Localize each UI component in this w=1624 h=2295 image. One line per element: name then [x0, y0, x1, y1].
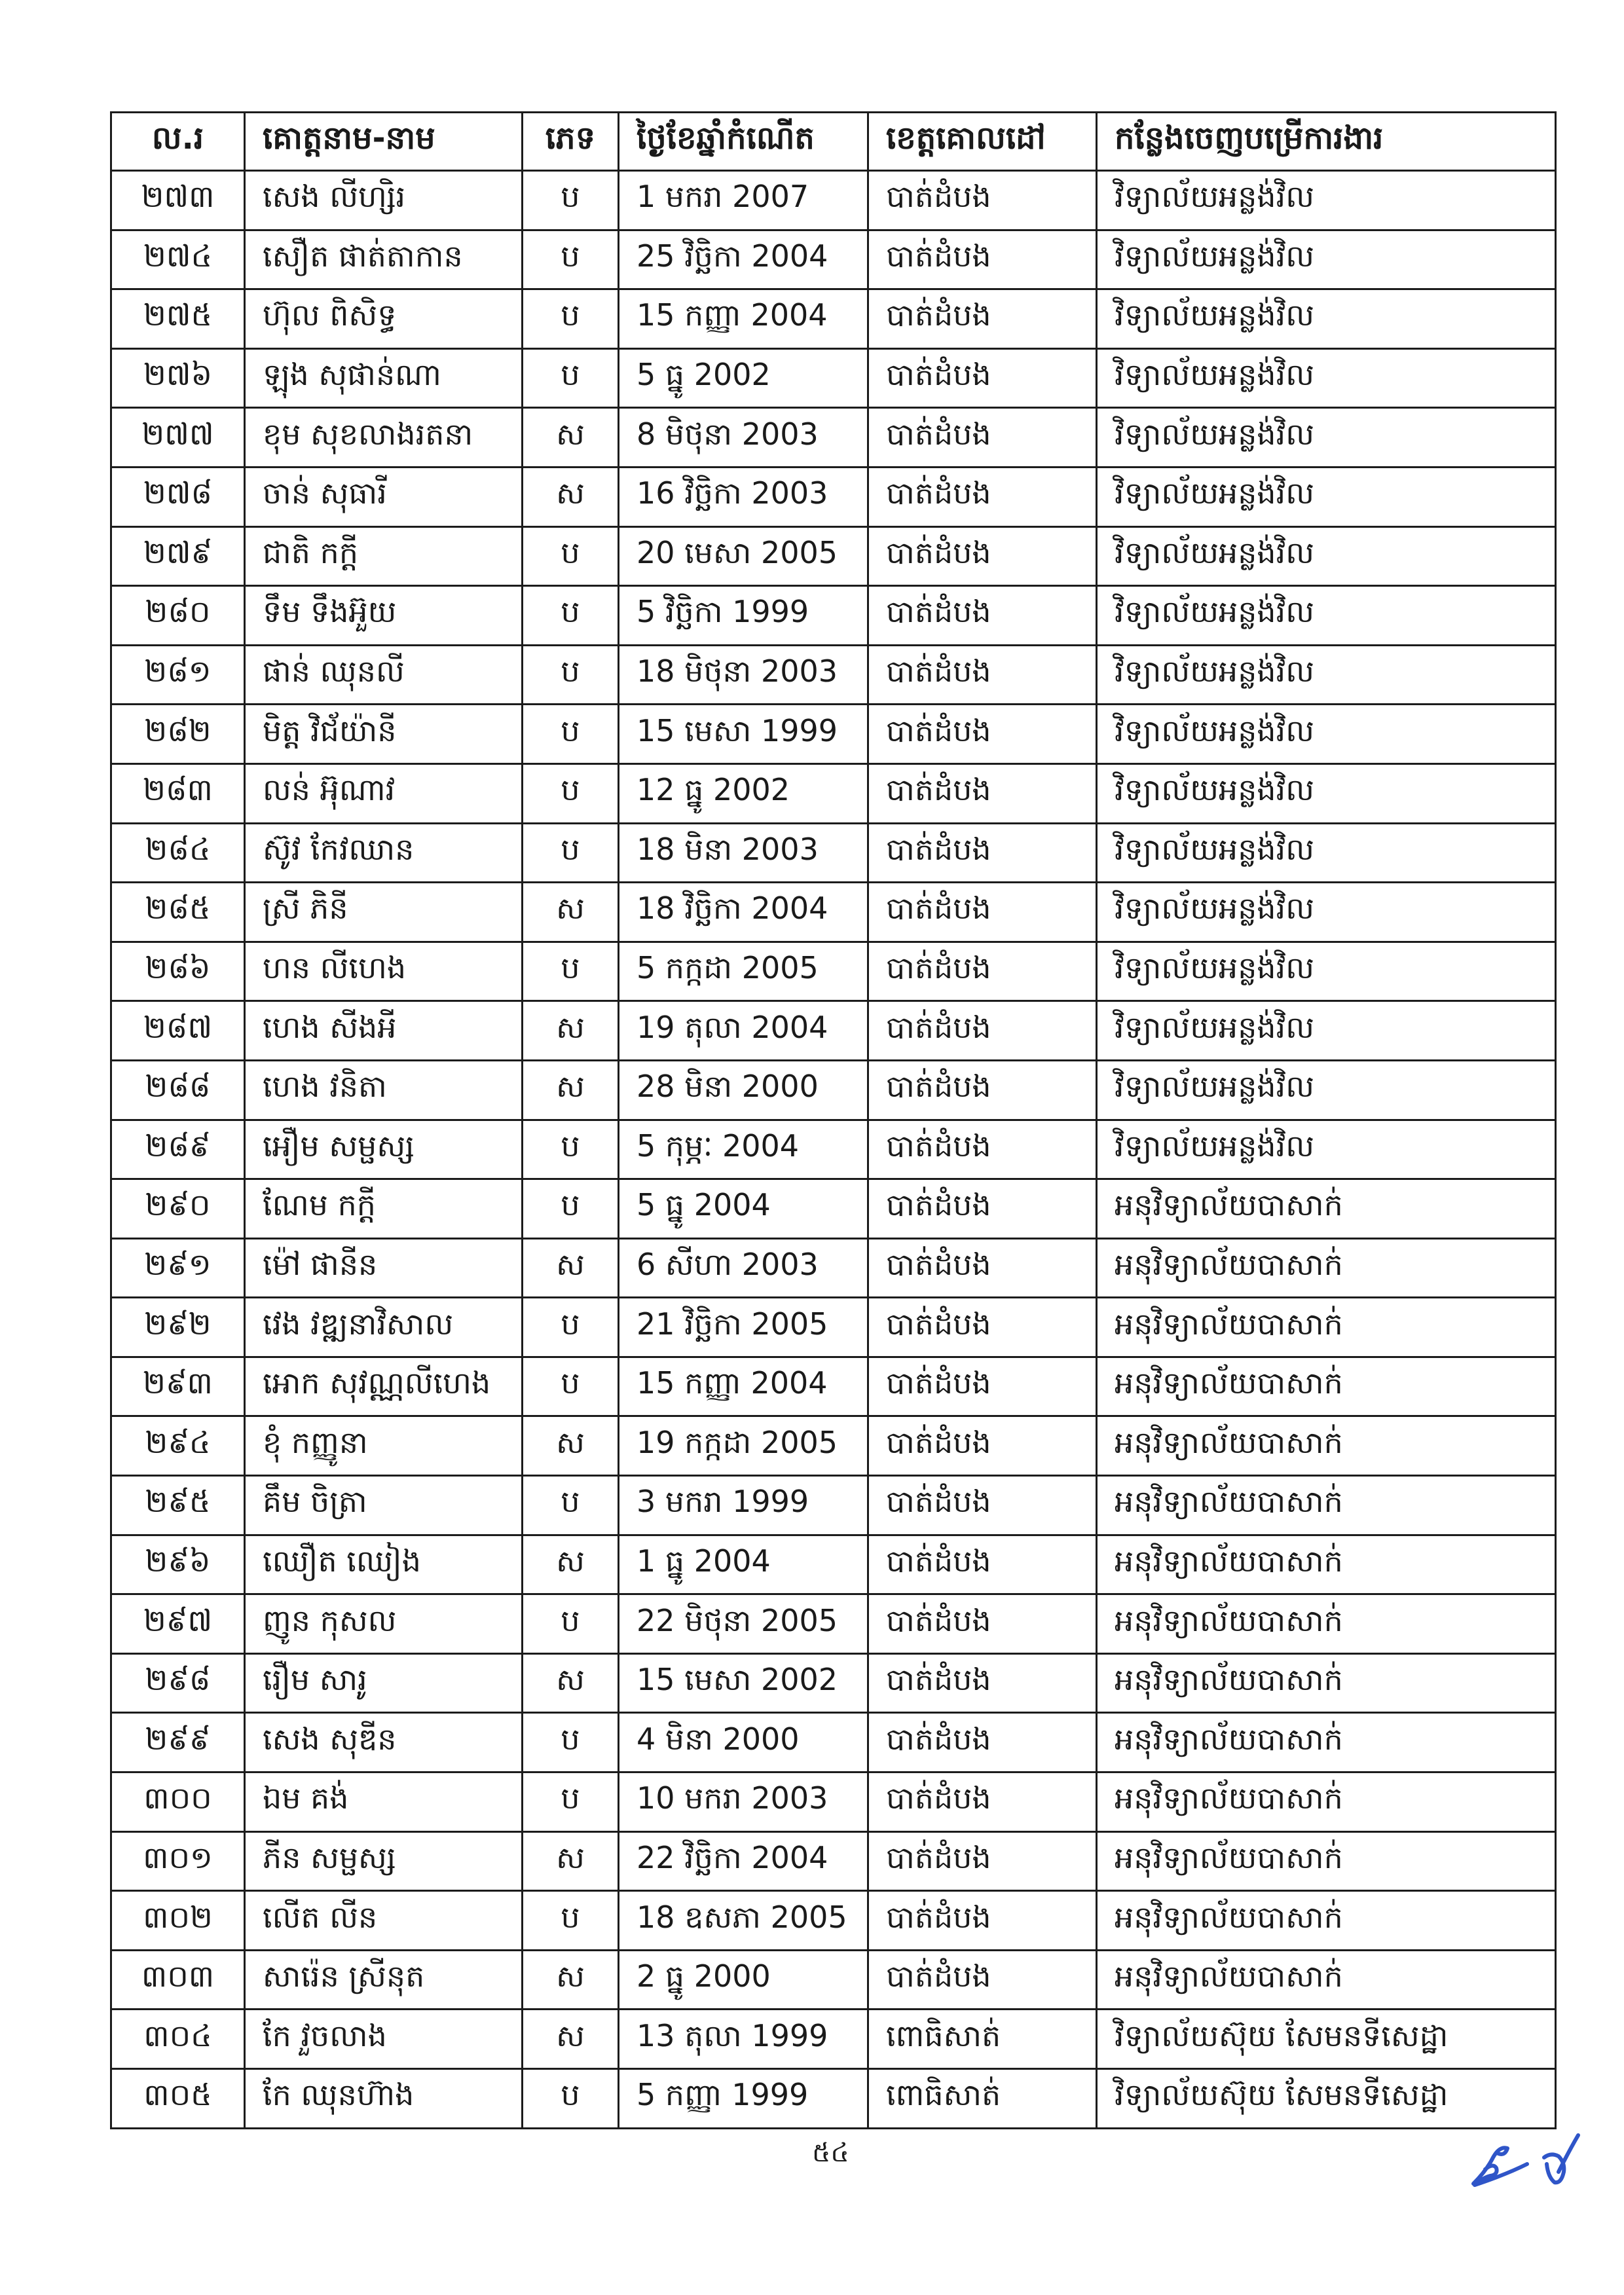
cell-full-name: ឡុង សុផាន់ណា — [245, 348, 523, 408]
cell-gender: ប — [523, 1713, 619, 1772]
cell-full-name: ញូន កុសល — [245, 1594, 523, 1654]
cell-workplace: អនុវិទ្យាល័យបាសាក់ — [1097, 1416, 1556, 1476]
cell-full-name: ហ៊ុល ពិសិទ្ធ — [245, 289, 523, 349]
cell-full-name: ភីន សម្ផស្ស — [245, 1831, 523, 1891]
cell-target-province: បាត់ដំបង — [868, 1416, 1097, 1476]
cell-target-province: ពោធិសាត់ — [868, 2069, 1097, 2129]
cell-workplace: អនុវិទ្យាល័យបាសាក់ — [1097, 1594, 1556, 1654]
cell-full-name: ហន លីហេង — [245, 942, 523, 1001]
cell-full-name: ម៉ៅ ផានីន — [245, 1238, 523, 1298]
cell-target-province: បាត់ដំបង — [868, 1298, 1097, 1357]
table-row — [111, 1476, 1556, 1535]
cell-number: ២៧៥ — [111, 289, 245, 349]
cell-date-of-birth: 6 សីហា 2003 — [619, 1238, 868, 1298]
cell-date-of-birth: 5 ធ្នូ 2004 — [619, 1179, 868, 1239]
cell-gender: ប — [523, 2069, 619, 2129]
cell-target-province: បាត់ដំបង — [868, 1060, 1097, 1120]
cell-full-name: ហេង សីងអី — [245, 1001, 523, 1061]
cell-gender: ប — [523, 586, 619, 646]
cell-full-name: សេង លីហ្សិរ — [245, 171, 523, 230]
cell-gender: ប — [523, 1476, 619, 1535]
cell-full-name: សារ៉េន ស្រីនុត — [245, 1950, 523, 2010]
cell-gender: ប — [523, 171, 619, 230]
cell-number: ២៨៨ — [111, 1060, 245, 1120]
cell-target-province: បាត់ដំបង — [868, 586, 1097, 646]
cell-workplace: វិទ្យាល័យអន្លង់វិល — [1097, 705, 1556, 764]
table-row — [111, 942, 1556, 1001]
cell-number: ២៨៥ — [111, 883, 245, 942]
cell-workplace: វិទ្យាល័យអន្លង់វិល — [1097, 230, 1556, 289]
cell-full-name: ចាន់ សុធារី — [245, 467, 523, 526]
table-row — [111, 1950, 1556, 2010]
cell-full-name: វេង វឌ្ឍនាវិសាល — [245, 1298, 523, 1357]
cell-number: ២៧៣ — [111, 171, 245, 230]
cell-workplace: អនុវិទ្យាល័យបាសាក់ — [1097, 1891, 1556, 1951]
table-row — [111, 705, 1556, 764]
cell-workplace: វិទ្យាល័យស៊ុយ សែមនទីសេដ្ឋា — [1097, 2010, 1556, 2069]
cell-number: ២៨១ — [111, 645, 245, 705]
cell-gender: ប — [523, 289, 619, 349]
cell-target-province: បាត់ដំបង — [868, 1713, 1097, 1772]
cell-workplace: អនុវិទ្យាល័យបាសាក់ — [1097, 1238, 1556, 1298]
cell-full-name: លើត លីន — [245, 1891, 523, 1951]
cell-gender: ស — [523, 408, 619, 468]
cell-date-of-birth: 21 វិច្ឆិកា 2005 — [619, 1298, 868, 1357]
cell-target-province: បាត់ដំបង — [868, 289, 1097, 349]
cell-workplace: វិទ្យាល័យអន្លង់វិល — [1097, 1060, 1556, 1120]
table-row — [111, 1653, 1556, 1713]
cell-date-of-birth: 2 ធ្នូ 2000 — [619, 1950, 868, 2010]
cell-workplace: អនុវិទ្យាល័យបាសាក់ — [1097, 1298, 1556, 1357]
cell-full-name: ទឹម ទឹងអ៊ួយ — [245, 586, 523, 646]
table-row — [111, 526, 1556, 586]
table-row — [111, 1060, 1556, 1120]
header-date-of-birth: ថ្ងៃខែឆ្នាំកំណើត — [619, 113, 868, 171]
cell-date-of-birth: 3 មករា 1999 — [619, 1476, 868, 1535]
cell-date-of-birth: 1 ធ្នូ 2004 — [619, 1535, 868, 1594]
cell-target-province: បាត់ដំបង — [868, 230, 1097, 289]
cell-full-name: អឿម សម្ផស្ស — [245, 1120, 523, 1179]
cell-full-name: មិត្ត វិជ័យ៉ានី — [245, 705, 523, 764]
table-row — [111, 1594, 1556, 1654]
cell-workplace: វិទ្យាល័យអន្លង់វិល — [1097, 289, 1556, 349]
cell-target-province: បាត់ដំបង — [868, 526, 1097, 586]
cell-target-province: បាត់ដំបង — [868, 1535, 1097, 1594]
cell-date-of-birth: 18 មិថុនា 2003 — [619, 645, 868, 705]
cell-date-of-birth: 16 វិច្ឆិកា 2003 — [619, 467, 868, 526]
cell-gender: ប — [523, 1891, 619, 1951]
cell-date-of-birth: 18 ឧសភា 2005 — [619, 1891, 868, 1951]
cell-number: ២៩២ — [111, 1298, 245, 1357]
cell-date-of-birth: 5 កក្កដា 2005 — [619, 942, 868, 1001]
cell-number: ២៩៧ — [111, 1594, 245, 1654]
cell-number: ២៧៧ — [111, 408, 245, 468]
cell-target-province: បាត់ដំបង — [868, 942, 1097, 1001]
table-row — [111, 1298, 1556, 1357]
cell-number: ២៩៦ — [111, 1535, 245, 1594]
cell-date-of-birth: 4 មិនា 2000 — [619, 1713, 868, 1772]
cell-date-of-birth: 1 មករា 2007 — [619, 171, 868, 230]
cell-gender: ស — [523, 2010, 619, 2069]
cell-date-of-birth: 19 តុលា 2004 — [619, 1001, 868, 1061]
cell-workplace: វិទ្យាល័យអន្លង់វិល — [1097, 1001, 1556, 1061]
cell-workplace: វិទ្យាល័យអន្លង់វិល — [1097, 467, 1556, 526]
cell-workplace: អនុវិទ្យាល័យបាសាក់ — [1097, 1653, 1556, 1713]
cell-number: ៣០៣ — [111, 1950, 245, 2010]
cell-date-of-birth: 10 មករា 2003 — [619, 1772, 868, 1832]
cell-gender: ស — [523, 1653, 619, 1713]
cell-number: ៣០៤ — [111, 2010, 245, 2069]
cell-date-of-birth: 15 កញ្ញា 2004 — [619, 1357, 868, 1416]
cell-date-of-birth: 18 វិច្ឆិកា 2004 — [619, 883, 868, 942]
cell-date-of-birth: 5 កុម្ភៈ 2004 — [619, 1120, 868, 1179]
header-number: ល.រ — [111, 113, 245, 171]
table-row — [111, 645, 1556, 705]
cell-workplace: វិទ្យាល័យអន្លង់វិល — [1097, 408, 1556, 468]
cell-date-of-birth: 5 កញ្ញា 1999 — [619, 2069, 868, 2129]
cell-full-name: កែ វួចលាង — [245, 2010, 523, 2069]
cell-target-province: បាត់ដំបង — [868, 1653, 1097, 1713]
cell-number: ២៩៩ — [111, 1713, 245, 1772]
cell-gender: ប — [523, 763, 619, 823]
cell-target-province: បាត់ដំបង — [868, 171, 1097, 230]
cell-gender: ប — [523, 1357, 619, 1416]
cell-gender: ប — [523, 942, 619, 1001]
cell-gender: ប — [523, 705, 619, 764]
cell-target-province: បាត់ដំបង — [868, 348, 1097, 408]
cell-date-of-birth: 15 មេសា 1999 — [619, 705, 868, 764]
cell-target-province: បាត់ដំបង — [868, 883, 1097, 942]
cell-full-name: ណែម កក្ដី — [245, 1179, 523, 1239]
cell-number: ២៧៩ — [111, 526, 245, 586]
cell-workplace: វិទ្យាល័យស៊ុយ សែមនទីសេដ្ឋា — [1097, 2069, 1556, 2129]
cell-full-name: រឿម សារូ — [245, 1653, 523, 1713]
cell-gender: ស — [523, 1831, 619, 1891]
cell-date-of-birth: 12 ធ្នូ 2002 — [619, 763, 868, 823]
cell-date-of-birth: 22 មិថុនា 2005 — [619, 1594, 868, 1654]
cell-target-province: បាត់ដំបង — [868, 1476, 1097, 1535]
cell-number: ២៩០ — [111, 1179, 245, 1239]
cell-number: ២៩៥ — [111, 1476, 245, 1535]
cell-gender: ស — [523, 1060, 619, 1120]
cell-target-province: បាត់ដំបង — [868, 408, 1097, 468]
cell-date-of-birth: 28 មិនា 2000 — [619, 1060, 868, 1120]
table-row — [111, 467, 1556, 526]
cell-workplace: អនុវិទ្យាល័យបាសាក់ — [1097, 1357, 1556, 1416]
cell-number: ៣០០ — [111, 1772, 245, 1832]
cell-number: ៣០២ — [111, 1891, 245, 1951]
cell-workplace: វិទ្យាល័យអន្លង់វិល — [1097, 645, 1556, 705]
cell-full-name: ស៊ូវ កែវឈាន — [245, 823, 523, 883]
cell-target-province: បាត់ដំបង — [868, 1594, 1097, 1654]
cell-full-name: ហេង វនិតា — [245, 1060, 523, 1120]
table-row — [111, 1713, 1556, 1772]
cell-number: ២៩៤ — [111, 1416, 245, 1476]
student-assignment-table-container — [110, 111, 1555, 2129]
cell-workplace: វិទ្យាល័យអន្លង់វិល — [1097, 348, 1556, 408]
cell-target-province: បាត់ដំបង — [868, 1120, 1097, 1179]
cell-full-name: ជាតិ កក្ដី — [245, 526, 523, 586]
cell-gender: ស — [523, 1535, 619, 1594]
cell-gender: ស — [523, 1416, 619, 1476]
cell-workplace: អនុវិទ្យាល័យបាសាក់ — [1097, 1772, 1556, 1832]
cell-full-name: អោក សុវណ្ណលីហេង — [245, 1357, 523, 1416]
cell-target-province: បាត់ដំបង — [868, 1772, 1097, 1832]
table-row — [111, 2069, 1556, 2129]
cell-gender: ប — [523, 1772, 619, 1832]
cell-full-name: សេង សុឌីន — [245, 1713, 523, 1772]
cell-target-province: បាត់ដំបង — [868, 467, 1097, 526]
cell-number: ២៨០ — [111, 586, 245, 646]
cell-number: ២៧៤ — [111, 230, 245, 289]
header-workplace: កន្លែងចេញបម្រើការងារ — [1097, 113, 1556, 171]
cell-date-of-birth: 25 វិច្ឆិកា 2004 — [619, 230, 868, 289]
cell-number: ២៩៨ — [111, 1653, 245, 1713]
cell-date-of-birth: 15 កញ្ញា 2004 — [619, 289, 868, 349]
cell-target-province: បាត់ដំបង — [868, 1179, 1097, 1239]
cell-workplace: វិទ្យាល័យអន្លង់វិល — [1097, 586, 1556, 646]
table-row — [111, 2010, 1556, 2069]
table-row — [111, 171, 1556, 230]
table-row — [111, 1416, 1556, 1476]
table-row — [111, 289, 1556, 349]
table-row — [111, 1357, 1556, 1416]
table-row — [111, 883, 1556, 942]
cell-number: ២៧៨ — [111, 467, 245, 526]
cell-target-province: បាត់ដំបង — [868, 705, 1097, 764]
table-row — [111, 348, 1556, 408]
cell-target-province: បាត់ដំបង — [868, 1238, 1097, 1298]
table-row — [111, 1120, 1556, 1179]
cell-full-name: គឹម ចិត្រា — [245, 1476, 523, 1535]
cell-gender: ប — [523, 1120, 619, 1179]
cell-workplace: វិទ្យាល័យអន្លង់វិល — [1097, 1120, 1556, 1179]
signature-stroke-left — [1473, 2148, 1527, 2185]
header-gender: ភេទ — [523, 113, 619, 171]
cell-full-name: កែ ឈុនហ៊ាង — [245, 2069, 523, 2129]
cell-target-province: ពោធិសាត់ — [868, 2010, 1097, 2069]
cell-gender: ស — [523, 467, 619, 526]
cell-date-of-birth: 22 វិច្ឆិកា 2004 — [619, 1831, 868, 1891]
cell-date-of-birth: 15 មេសា 2002 — [619, 1653, 868, 1713]
cell-workplace: អនុវិទ្យាល័យបាសាក់ — [1097, 1831, 1556, 1891]
table-row — [111, 1238, 1556, 1298]
table-row — [111, 1891, 1556, 1951]
cell-full-name: លន់ អ៊ុណាវ — [245, 763, 523, 823]
handwritten-signature — [1467, 2131, 1591, 2190]
cell-gender: ប — [523, 1298, 619, 1357]
table-row — [111, 408, 1556, 468]
cell-number: ៣០១ — [111, 1831, 245, 1891]
cell-target-province: បាត់ដំបង — [868, 823, 1097, 883]
cell-number: ២៨២ — [111, 705, 245, 764]
signature-stroke-right — [1544, 2135, 1578, 2182]
cell-gender: ប — [523, 526, 619, 586]
cell-workplace: វិទ្យាល័យអន្លង់វិល — [1097, 763, 1556, 823]
cell-date-of-birth: 8 មិថុនា 2003 — [619, 408, 868, 468]
cell-number: ២៨៦ — [111, 942, 245, 1001]
cell-date-of-birth: 5 ធ្នូ 2002 — [619, 348, 868, 408]
cell-date-of-birth: 13 តុលា 1999 — [619, 2010, 868, 2069]
cell-target-province: បាត់ដំបង — [868, 1950, 1097, 2010]
header-full-name: គោត្តនាម-នាម — [245, 113, 523, 171]
cell-number: ២៨៩ — [111, 1120, 245, 1179]
cell-full-name: ផាន់ ឈុនលី — [245, 645, 523, 705]
cell-target-province: បាត់ដំបង — [868, 645, 1097, 705]
table-row — [111, 763, 1556, 823]
cell-gender: ប — [523, 823, 619, 883]
table-body — [111, 171, 1556, 2129]
cell-workplace: វិទ្យាល័យអន្លង់វិល — [1097, 526, 1556, 586]
cell-target-province: បាត់ដំបង — [868, 1891, 1097, 1951]
cell-workplace: វិទ្យាល័យអន្លង់វិល — [1097, 942, 1556, 1001]
header-target-province: ខេត្តគោលដៅ — [868, 113, 1097, 171]
cell-workplace: វិទ្យាល័យអន្លង់វិល — [1097, 171, 1556, 230]
cell-number: ២៨៤ — [111, 823, 245, 883]
table-row — [111, 586, 1556, 646]
cell-gender: ប — [523, 348, 619, 408]
cell-full-name: ឈឿត ឈៀង — [245, 1535, 523, 1594]
table-row — [111, 1001, 1556, 1061]
cell-gender: ស — [523, 1950, 619, 2010]
cell-number: ២៩៣ — [111, 1357, 245, 1416]
student-assignment-table — [110, 111, 1557, 2129]
table-row — [111, 1831, 1556, 1891]
table-header-row — [111, 113, 1556, 171]
cell-workplace: អនុវិទ្យាល័យបាសាក់ — [1097, 1950, 1556, 2010]
cell-target-province: បាត់ដំបង — [868, 763, 1097, 823]
cell-target-province: បាត់ដំបង — [868, 1001, 1097, 1061]
cell-gender: ប — [523, 1179, 619, 1239]
table-row — [111, 230, 1556, 289]
cell-full-name: ស្រី ភិនី — [245, 883, 523, 942]
cell-workplace: អនុវិទ្យាល័យបាសាក់ — [1097, 1179, 1556, 1239]
table-row — [111, 1535, 1556, 1594]
cell-date-of-birth: 20 មេសា 2005 — [619, 526, 868, 586]
cell-date-of-birth: 18 មិនា 2003 — [619, 823, 868, 883]
cell-number: ៣០៥ — [111, 2069, 245, 2129]
cell-date-of-birth: 5 វិច្ឆិកា 1999 — [619, 586, 868, 646]
cell-gender: ស — [523, 1001, 619, 1061]
cell-gender: ស — [523, 883, 619, 942]
cell-gender: ប — [523, 645, 619, 705]
table-row — [111, 1772, 1556, 1832]
table-row — [111, 1179, 1556, 1239]
cell-number: ២៩១ — [111, 1238, 245, 1298]
cell-full-name: ខុម សុខលាងរតនា — [245, 408, 523, 468]
cell-full-name: ខុំ កញ្ញូនា — [245, 1416, 523, 1476]
cell-workplace: អនុវិទ្យាល័យបាសាក់ — [1097, 1535, 1556, 1594]
table-row — [111, 823, 1556, 883]
cell-target-province: បាត់ដំបង — [868, 1357, 1097, 1416]
cell-number: ២៨៧ — [111, 1001, 245, 1061]
cell-number: ២៨៣ — [111, 763, 245, 823]
cell-workplace: អនុវិទ្យាល័យបាសាក់ — [1097, 1476, 1556, 1535]
cell-workplace: វិទ្យាល័យអន្លង់វិល — [1097, 883, 1556, 942]
cell-gender: ប — [523, 230, 619, 289]
cell-target-province: បាត់ដំបង — [868, 1831, 1097, 1891]
cell-date-of-birth: 19 កក្កដា 2005 — [619, 1416, 868, 1476]
page-number: ៥៤ — [812, 2138, 849, 2168]
cell-full-name: សឿត ផាត់តាកាន — [245, 230, 523, 289]
cell-full-name: ឯម គង់ — [245, 1772, 523, 1832]
cell-workplace: វិទ្យាល័យអន្លង់វិល — [1097, 823, 1556, 883]
cell-gender: ប — [523, 1594, 619, 1654]
cell-number: ២៧៦ — [111, 348, 245, 408]
cell-gender: ស — [523, 1238, 619, 1298]
cell-workplace: អនុវិទ្យាល័យបាសាក់ — [1097, 1713, 1556, 1772]
